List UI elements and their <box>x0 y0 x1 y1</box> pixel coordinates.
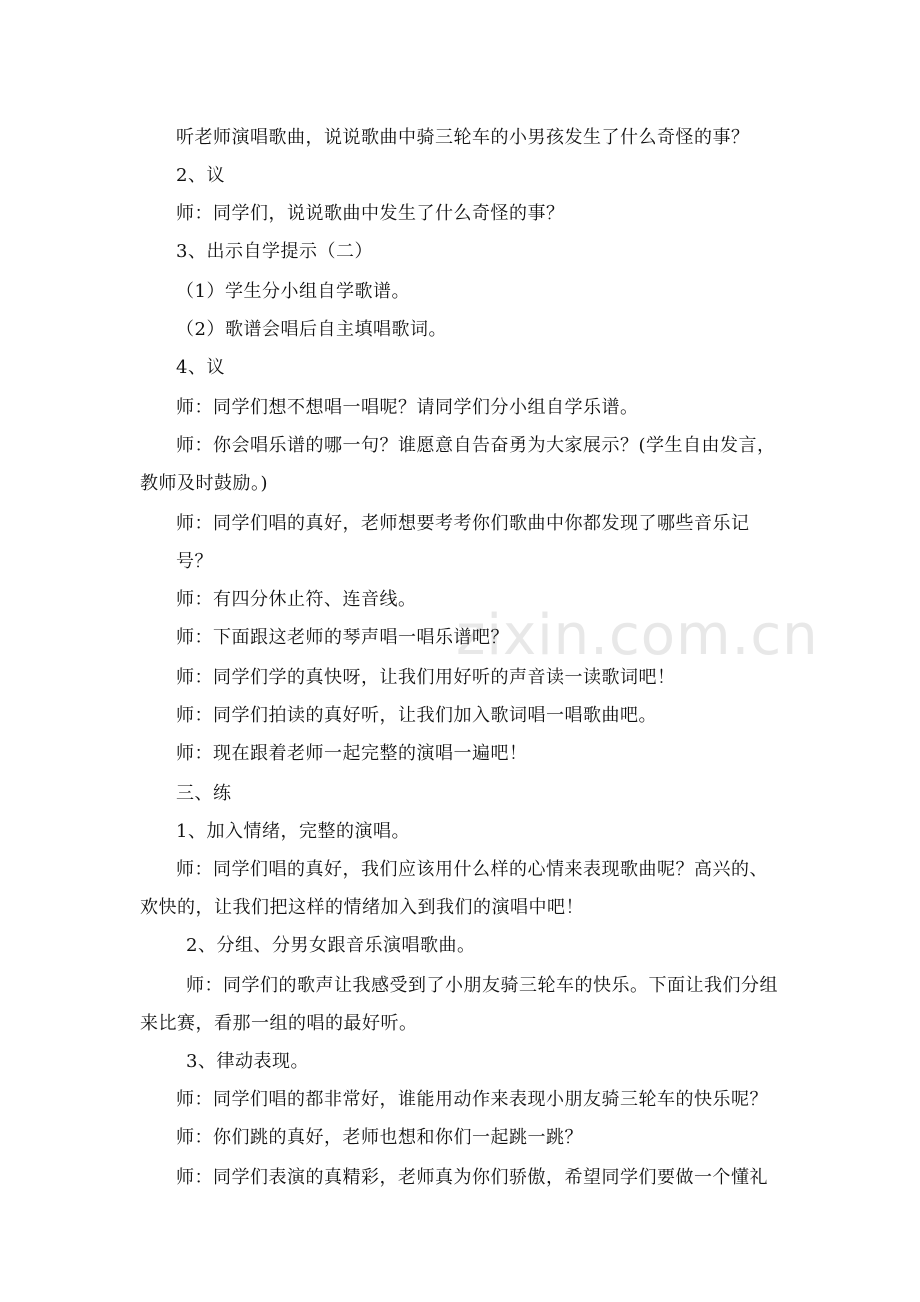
text-line: 听老师演唱歌曲，说说歌曲中骑三轮车的小男孩发生了什么奇怪的事？ <box>176 127 750 148</box>
text-line: 师：下面跟这老师的琴声唱一唱乐谱吧？ <box>176 627 509 648</box>
section-heading: 三、练 <box>176 783 232 804</box>
text-line: 师：同学们学的真快呀，让我们用好听的声音读一读歌词吧！ <box>176 667 676 688</box>
text-line: 教师及时鼓励。) <box>140 473 269 494</box>
text-line: 来比赛，看那一组的唱的最好听。 <box>140 1013 418 1034</box>
section-heading: 3、出示自学提示（二） <box>176 241 373 262</box>
text-line: 师：现在跟着老师一起完整的演唱一遍吧！ <box>176 743 528 764</box>
section-heading: 3、律动表现。 <box>186 1051 309 1072</box>
text-line: 师：同学们唱的真好，我们应该用什么样的心情来表现歌曲呢？高兴的、 <box>176 859 768 880</box>
text-line: 师：同学们表演的真精彩，老师真为你们骄傲，希望同学们要做一个懂礼 <box>176 1167 768 1188</box>
text-line: 号？ <box>176 551 213 572</box>
watermark-text: zixin.com.cn <box>456 603 819 668</box>
text-line: 师：同学们想不想唱一唱呢？请同学们分小组自学乐谱。 <box>176 397 639 418</box>
text-line: 师：同学们，说说歌曲中发生了什么奇怪的事？ <box>176 203 565 224</box>
section-heading: 1、加入情绪，完整的演唱。 <box>176 821 410 842</box>
text-line: 师：同学们唱的都非常好，谁能用动作来表现小朋友骑三轮车的快乐呢？ <box>176 1089 768 1110</box>
section-heading: 4、议 <box>176 357 225 378</box>
list-item: （1）学生分小组自学歌谱。 <box>176 281 410 302</box>
text-line: 师：同学们唱的真好，老师想要考考你们歌曲中你都发现了哪些音乐记 <box>176 513 750 534</box>
section-heading: 2、议 <box>176 165 225 186</box>
text-line: 师：同学们的歌声让我感受到了小朋友骑三轮车的快乐。下面让我们分组 <box>186 975 778 996</box>
text-line: 师：同学们拍读的真好听，让我们加入歌词唱一唱歌曲吧。 <box>176 705 657 726</box>
text-line: 师：你会唱乐谱的哪一句？谁愿意自告奋勇为大家展示？(学生自由发言， <box>176 435 776 456</box>
text-line: 师：有四分休止符、连音线。 <box>176 589 417 610</box>
list-item: （2）歌谱会唱后自主填唱歌词。 <box>176 319 447 340</box>
text-line: 师：你们跳的真好，老师也想和你们一起跳一跳？ <box>176 1127 583 1148</box>
section-heading: 2、分组、分男女跟音乐演唱歌曲。 <box>186 935 476 956</box>
text-line: 欢快的，让我们把这样的情绪加入到我们的演唱中吧！ <box>140 897 584 918</box>
